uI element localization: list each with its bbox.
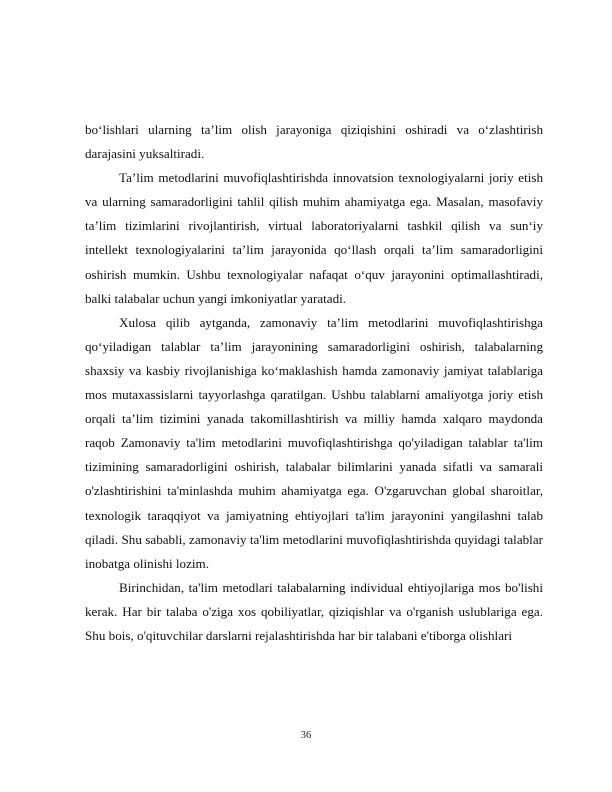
- page-number: 36: [300, 730, 312, 741]
- paragraph-continuation: bo‘lishlari ularning ta’lim olish jarayoniga qiziqishini oshiradi va o‘zlashtirish darajasini yuksaltiradi.: [85, 122, 543, 162]
- paragraph-first-requirement: Birinchidan, ta'lim metodlari talabalarning individual ehtiyojlariga mos bo'lishi kerak. Har bir talaba o'ziga xos qobiliyatlar, qiziqishlar va o'rganish uslublariga ega. Shu bois, o'qituvchilar darslarni rejalashtirishda har bir talabani e'tiborga olishlari: [85, 579, 543, 643]
- paragraph-innovative-technologies: Ta’lim metodlarini muvofiqlashtirishda innovatsion texnologiyalarni joriy etish va ularning samaradorligini tahlil qilish muhim ahamiyatga ega. Masalan, masofaviy ta’lim tizimlarini rivojlantirish, virtual laboratoriyalarni tashkil qilish va sun‘iy intellekt texnologiyalarini ta’lim jarayonida qo‘llash orqali ta’lim samaradorligini oshirish mumkin. Ushbu texnologiyalar nafaqat o‘quv jarayonini optimallashtiradi, balki talabalar uchun yangi imkoniyatlar yaratadi.: [85, 170, 543, 306]
- body-text: [85, 118, 543, 648]
- paragraph-conclusion: Xulosa qilib aytganda, zamonaviy ta’lim metodlarini muvofiqlashtirishga qo‘yiladigan talablar ta’lim jarayonining samaradorligini oshirish, talabalarning shaxsiy va kasbiy rivojlanishiga ko‘maklashish hamda zamonaviy jamiyat talablariga mos mutaxassislarni tayyorlashga qaratilgan. Ushbu talablarni amaliyotga joriy etish orqali ta’lim tizimini yanada takomillashtirish va milliy hamda xalqaro maydonda raqob Zamonaviy ta'lim metodlarini muvofiqlashtirishga qo'yiladigan talablar ta'lim tizimining samaradorligini oshirish, talabalar bilimlarini yanada sifatli va samarali o'zlashtirishini ta'minlashda muhim ahamiyatga ega. O'zgaruvchan global sharoitlar, texnologik taraqqiyot va jamiyatning ehtiyojlari ta'lim jarayonini yangilashni talab qiladi. Shu sababli, zamonaviy ta'lim metodlarini muvofiqlashtirishda quyidagi talablar inobatga olinishi lozim.: [85, 314, 543, 571]
